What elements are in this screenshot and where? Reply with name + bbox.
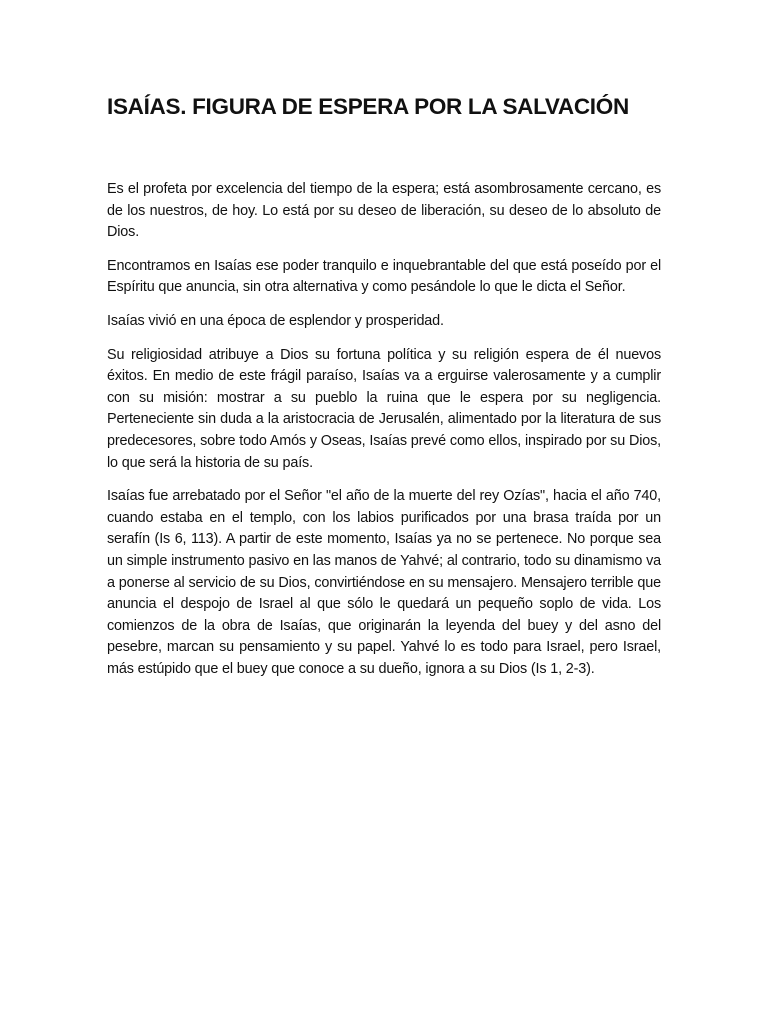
- paragraph-2: Encontramos en Isaías ese poder tranquilo e inquebrantable del que está poseído por el Espíritu que anuncia, sin otra alternativa y como pesándole lo que le dicta el Señor.: [107, 257, 661, 296]
- paragraph-1: Es el profeta por excelencia del tiempo de la espera; está asombrosamente cercano, es de los nuestros, de hoy. Lo está por su deseo de liberación, su deseo de lo absoluto de Dios.: [107, 181, 661, 241]
- paragraph-3: Isaías vivió en una época de esplendor y prosperidad.: [107, 312, 444, 329]
- document-title: ISAÍAS. FIGURA DE ESPERA POR LA SALVACIÓN: [107, 94, 629, 119]
- document-content: [107, 93, 661, 692]
- paragraph-5: Isaías fue arrebatado por el Señor "el año de la muerte del rey Ozías", hacia el año 740, cuando estaba en el templo, con los labios purificados por una brasa traída por un serafín (Is 6, 113). A partir de este momento, Isaías ya no se pertenece. No porque sea un simple instrumento pasivo en las manos de Yahvé; al contrario, todo su dinamismo va a ponerse al servicio de su Dios, convirtiéndose en su mensajero. Mensajero terrible que anuncia el despojo de Israel al que sólo le quedará un pequeño soplo de vida. Los comienzos de la obra de Isaías, que originarán la leyenda del buey y del asno del pesebre, marcan su pensamiento y su papel. Yahvé lo es todo para Israel, pero Israel, más estúpido que el buey que conoce a su dueño, ignora a su Dios (Is 1, 2-3).: [107, 488, 661, 677]
- paragraph-list: [107, 179, 661, 680]
- paragraph-4: Su religiosidad atribuye a Dios su fortuna política y su religión espera de él nuevos éxitos. En medio de este frágil paraíso, Isaías va a erguirse valerosamente y a cumplir con su misión: mostrar a su pueblo la ruina que le espera por su negligencia. Perteneciente sin duda a la aristocracia de Jerusalén, alimentado por la literatura de sus predecesores, sobre todo Amós y Oseas, Isaías prevé como ellos, inspirado por su Dios, lo que será la historia de su país.: [107, 346, 661, 471]
